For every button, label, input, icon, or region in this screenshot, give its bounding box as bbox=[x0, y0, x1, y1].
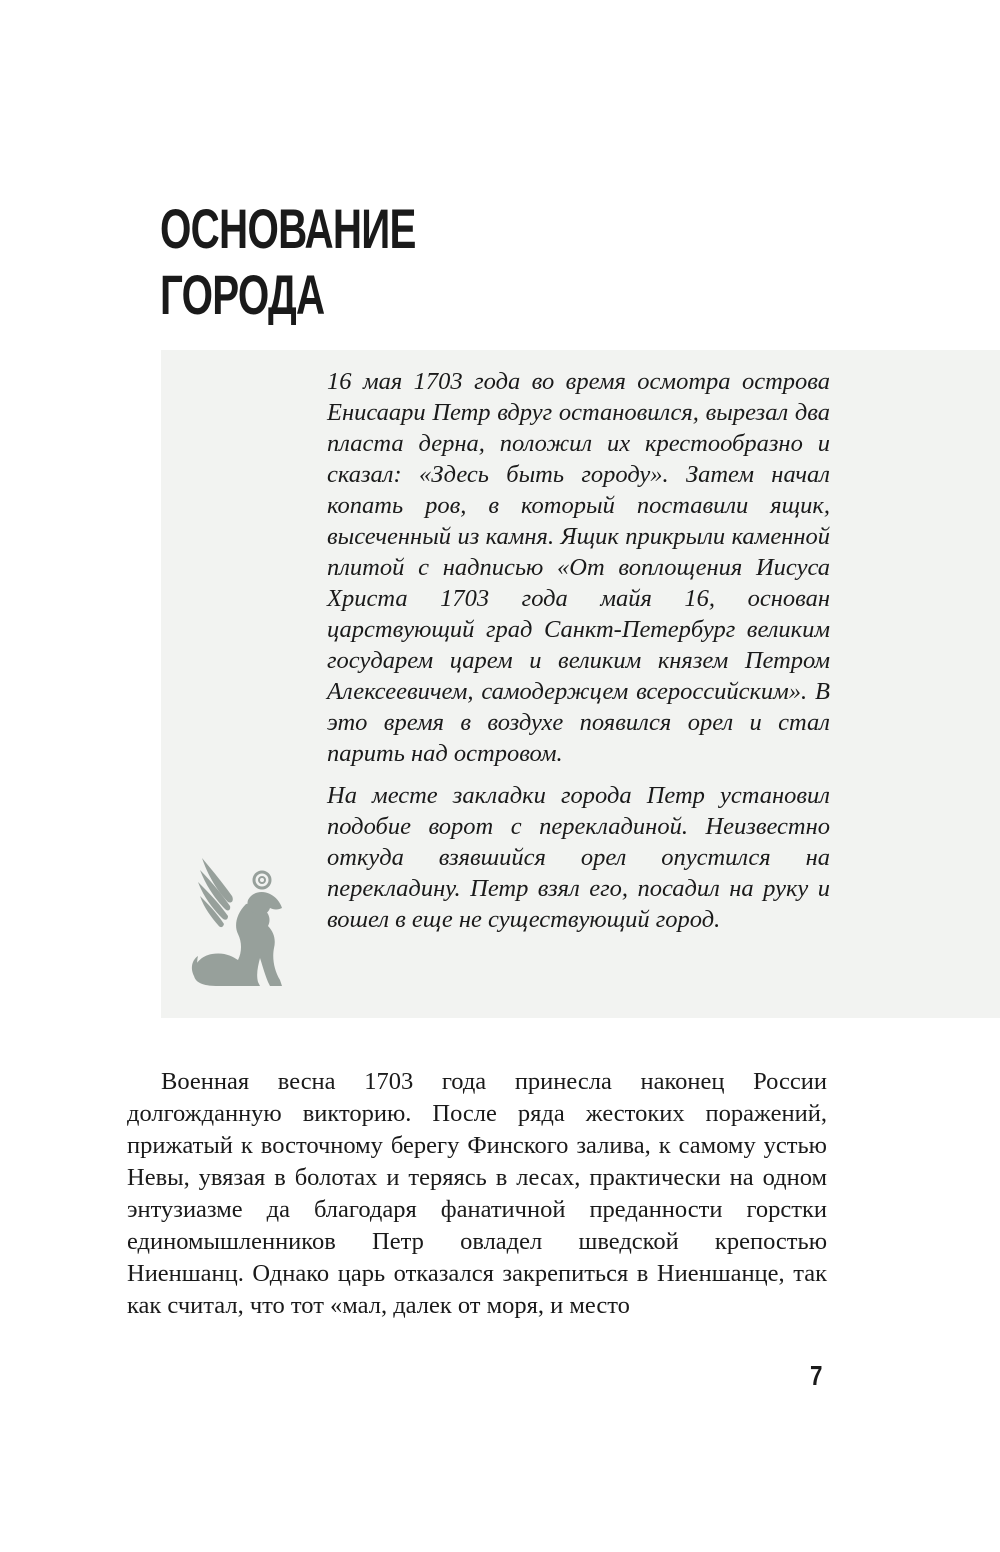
body-paragraph: Военная весна 1703 года принесла наконец России долгожданную викторию. После ряда жестоких поражений, прижатый к восточному берегу Финского залива, к самому устью Невы, увязая в болотах и теряясь в лесах, практически на одном энтузиазме да благодаря фанатичной преданности горстки единомышленников Петр овладел шведской крепостью Ниеншанц. Однако царь отказался закрепиться в Ниеншанце, так как считал, что тот «мал, далек от моря, и место bbox=[127, 1068, 827, 1319]
sidebar-paragraph-1: 16 мая 1703 года во время осмотра острова Енисаари Петр вдруг остановился, вырезал два пласта дерна, положил их крестообразно и сказал: «Здесь быть городу». Затем начал копать ров, в который поставили ящик, высеченный из камня. Ящик прикрыли каменной плитой с надписью «От воплощения Иисуса Христа 1703 года майя 16, основан царствующий град Санкт-Петербург великим государем царем и великим князем Петром Алексеевичем, самодержцем всероссийским». В это время в воздухе появился орел и стал парить над островом. bbox=[327, 368, 830, 767]
sidebar-paragraph-2: На месте закладки города Петр установил подобие ворот с перекладиной. Неизвестно откуда взявшийся орел опустился на перекладину. Петр взял его, посадил на руку и вошел в еще не существующий город. bbox=[327, 782, 830, 933]
chapter-title bbox=[160, 196, 416, 328]
griffin-icon bbox=[188, 856, 288, 990]
sidebar-text bbox=[327, 366, 830, 946]
page-number: 7 bbox=[810, 1360, 823, 1391]
chapter-title-line-1: ОСНОВАНИЕ bbox=[160, 197, 416, 260]
chapter-title-line-2: ГОРОДА bbox=[160, 263, 325, 326]
